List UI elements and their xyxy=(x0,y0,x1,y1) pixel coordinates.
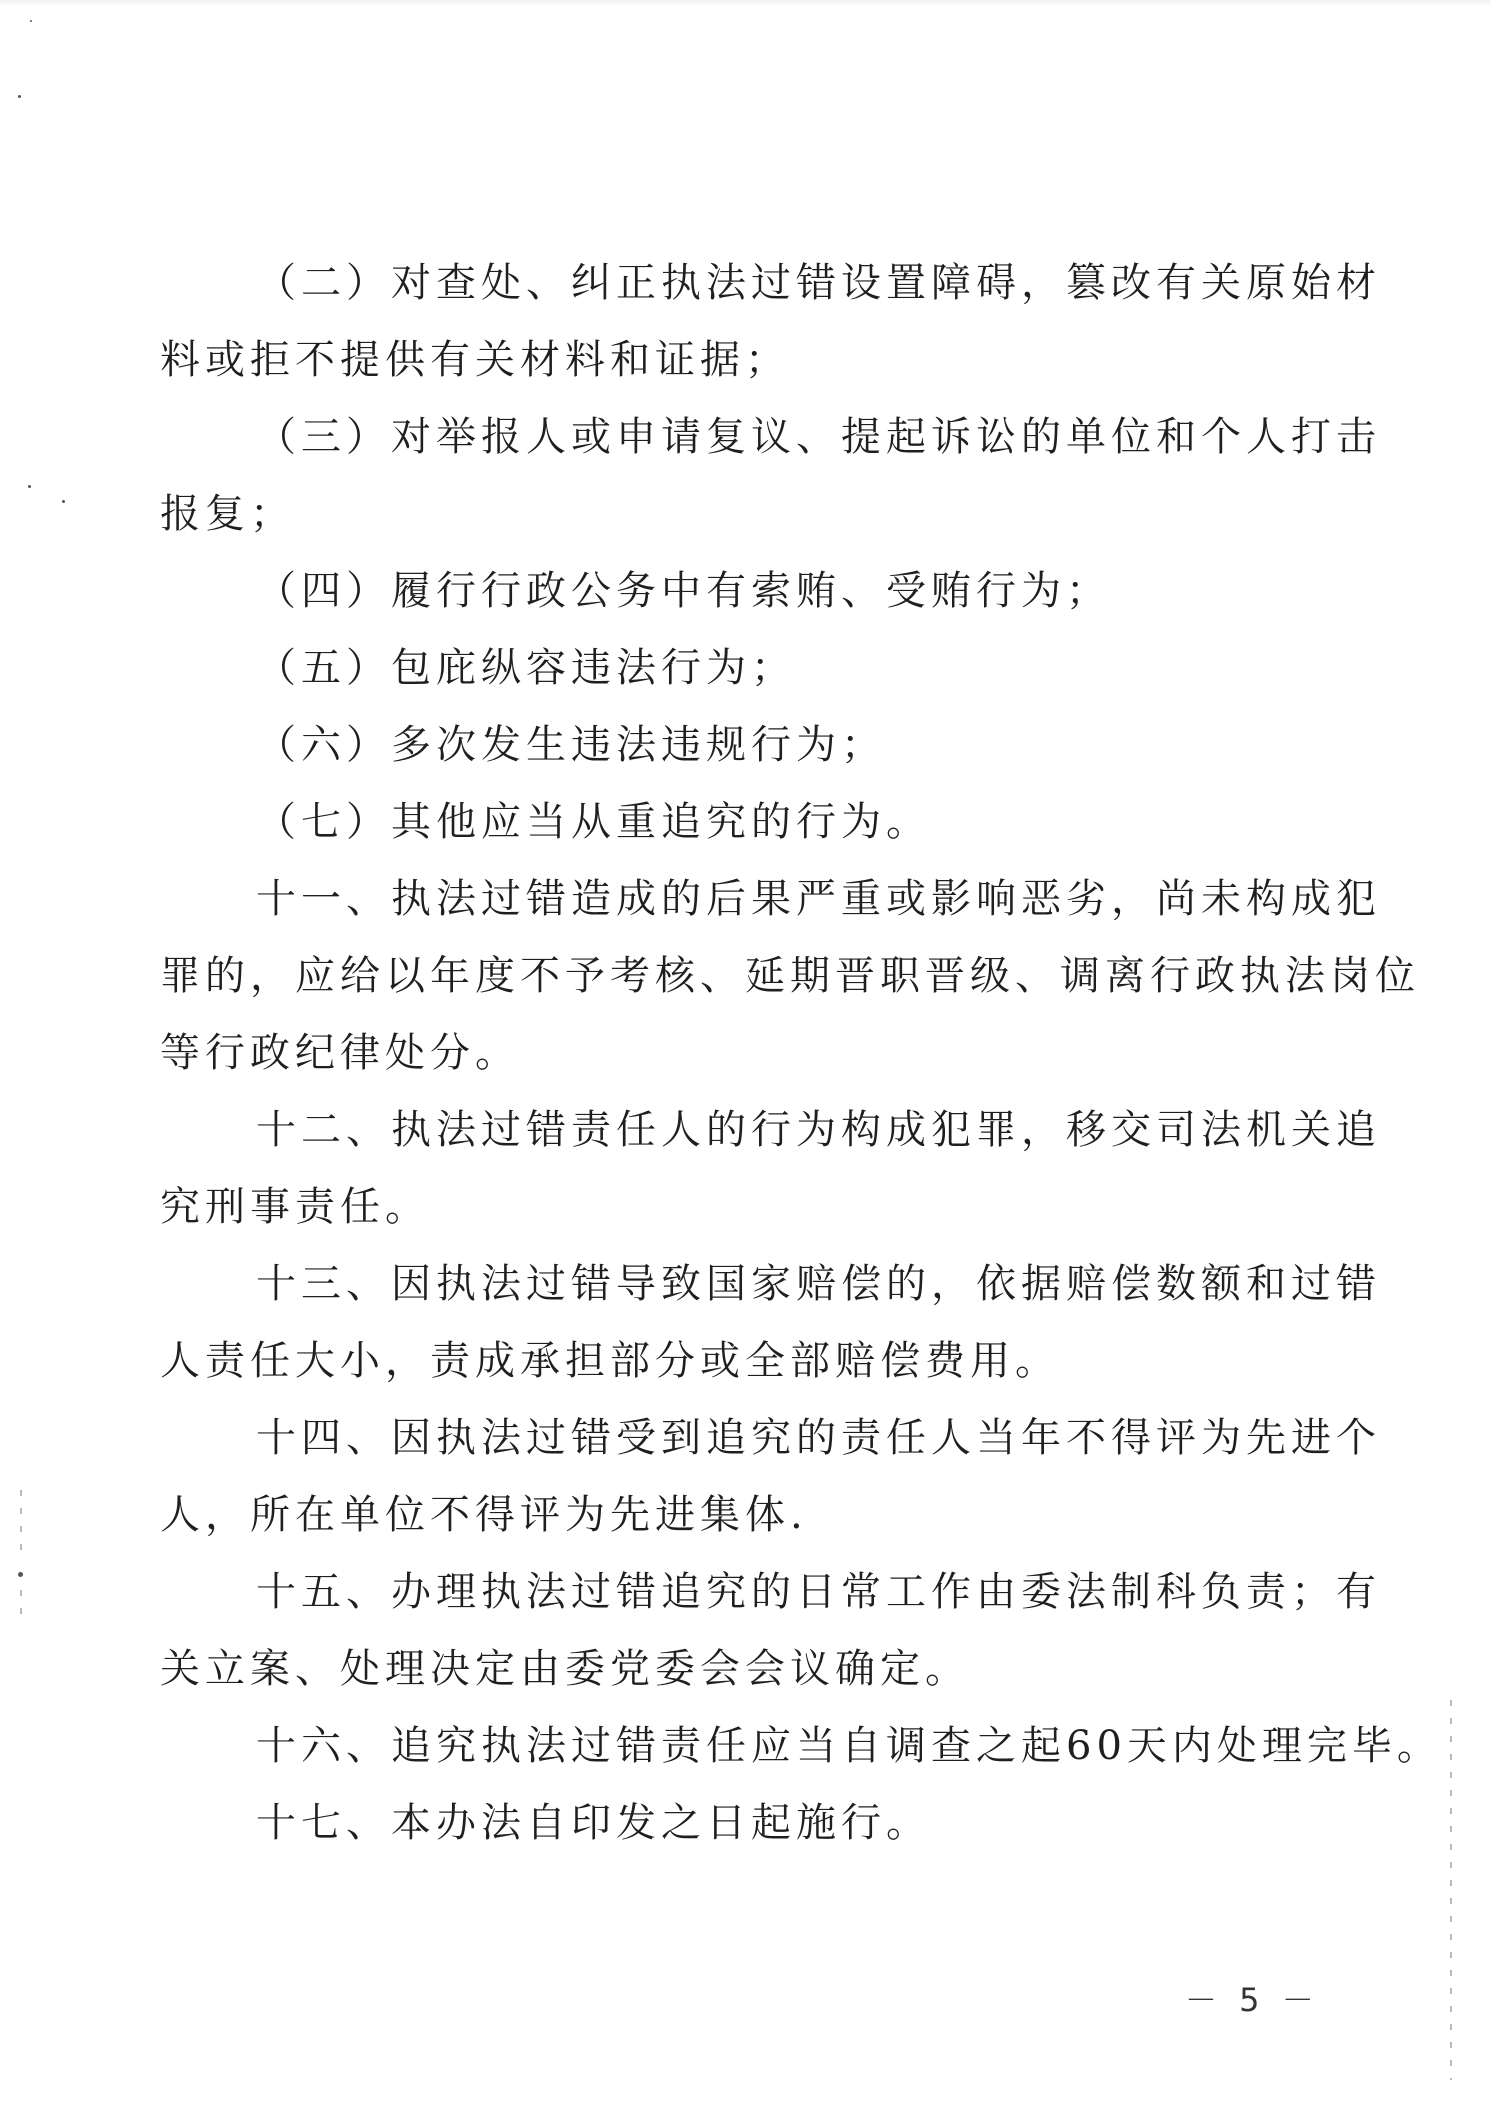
paragraph-line: 料或拒不提供有关材料和证据； xyxy=(160,337,790,383)
document-body xyxy=(160,245,1442,1862)
page-number: － 5 － xyxy=(1185,1981,1320,2019)
paragraph-line: （三）对举报人或申请复议、提起诉讼的单位和个人打击 xyxy=(256,414,1381,460)
scan-edge xyxy=(0,0,1490,6)
paragraph-line: 十五、办理执法过错追究的日常工作由委法制科负责；有 xyxy=(256,1569,1381,1615)
scan-speck xyxy=(28,485,31,488)
paragraph-line: 报复； xyxy=(160,491,295,537)
scan-edge-mark xyxy=(20,1590,22,1620)
paragraph-line: （七）其他应当从重追究的行为。 xyxy=(256,799,931,845)
paragraph-line: 人，所在单位不得评为先进集体. xyxy=(160,1492,808,1538)
paragraph-line: 罪的，应给以年度不予考核、延期晋职晋级、调离行政执法岗位 xyxy=(160,953,1420,999)
paragraph-line: 十二、执法过错责任人的行为构成犯罪，移交司法机关追 xyxy=(256,1107,1381,1153)
paragraph-line: 十一、执法过错造成的后果严重或影响恶劣，尚未构成犯 xyxy=(256,876,1381,922)
scan-speck xyxy=(18,1572,23,1577)
paragraph-line: （二）对查处、纠正执法过错设置障碍，篡改有关原始材 xyxy=(256,260,1381,306)
paragraph-line: 十六、追究执法过错责任应当自调查之起60天内处理完毕。 xyxy=(256,1723,1442,1769)
scan-speck xyxy=(18,95,21,98)
scan-speck xyxy=(30,20,32,22)
paragraph-line: 等行政纪律处分。 xyxy=(160,1030,520,1076)
paragraph-line: 十四、因执法过错受到追究的责任人当年不得评为先进个 xyxy=(256,1415,1381,1461)
scan-edge-mark xyxy=(20,1490,22,1550)
paragraph-line: 十三、因执法过错导致国家赔偿的，依据赔偿数额和过错 xyxy=(256,1261,1381,1307)
paragraph-line: （五）包庇纵容违法行为； xyxy=(256,645,796,691)
scan-edge-mark xyxy=(1450,1700,1452,2080)
paragraph-line: 究刑事责任。 xyxy=(160,1184,430,1230)
paragraph-line: 人责任大小，责成承担部分或全部赔偿费用。 xyxy=(160,1338,1060,1384)
paragraph-line: 十七、本办法自印发之日起施行。 xyxy=(256,1800,931,1846)
scan-speck xyxy=(62,500,65,503)
paragraph-line: （六）多次发生违法违规行为； xyxy=(256,722,886,768)
paragraph-line: 关立案、处理决定由委党委会会议确定。 xyxy=(160,1646,970,1692)
paragraph-line: （四）履行行政公务中有索贿、受贿行为； xyxy=(256,568,1111,614)
